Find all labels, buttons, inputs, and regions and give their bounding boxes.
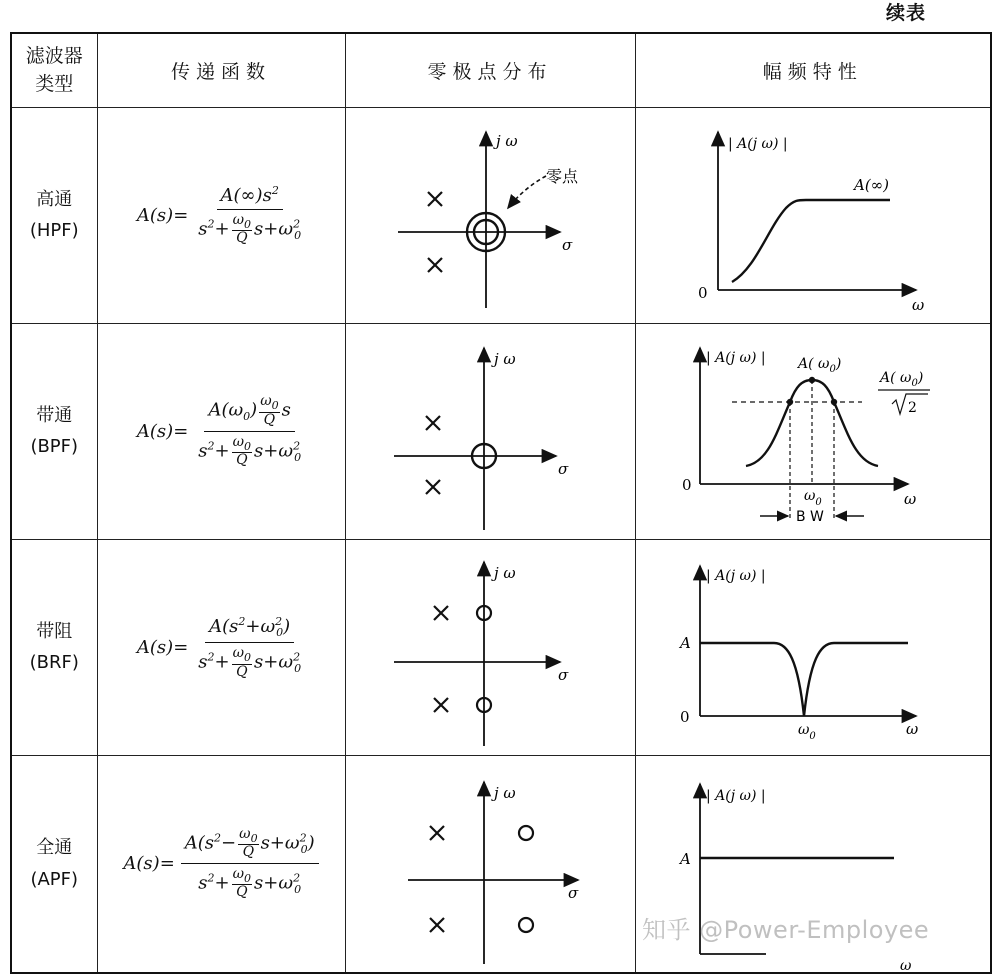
amp-label: | A(j ω) | bbox=[705, 349, 766, 366]
fraction bbox=[194, 394, 305, 467]
filter-abbr: (BPF) bbox=[30, 436, 79, 457]
center-label: $\omega_0$ bbox=[803, 487, 822, 508]
filter-abbr: (APF) bbox=[30, 868, 79, 890]
amp-label: | A(j ω) | bbox=[705, 567, 766, 584]
zero-mark-upper bbox=[519, 826, 533, 840]
row-hpf bbox=[11, 107, 991, 323]
amp-label: | A(j ω) | bbox=[727, 135, 788, 152]
filter-name: 高通 bbox=[36, 188, 73, 210]
sigma-label: σ bbox=[561, 235, 572, 254]
formula-lhs: A(s)= bbox=[136, 636, 189, 658]
level-label: A bbox=[679, 633, 691, 652]
amplitude-plot bbox=[636, 324, 992, 539]
watermark: 知乎 @Power-Employee bbox=[642, 916, 930, 944]
header-row bbox=[11, 33, 991, 107]
origin-label: 0 bbox=[679, 707, 690, 726]
pole-zero-cell bbox=[345, 323, 635, 539]
jw-label: j ω bbox=[493, 349, 516, 368]
header-transfer-function: 传递函数 bbox=[97, 33, 345, 107]
filter-table bbox=[10, 32, 992, 974]
numerator: $A(s^2+\omega^2_0)$ bbox=[205, 615, 294, 644]
amplitude-cell bbox=[635, 107, 991, 323]
header-type: 滤波器 类型 bbox=[11, 33, 97, 107]
w-label: ω bbox=[899, 957, 911, 972]
numerator: $A(\infty)s^2$ bbox=[217, 184, 283, 210]
zero-annotation: 零点 bbox=[545, 166, 578, 186]
continued-label: 续表 bbox=[885, 2, 926, 24]
header-amplitude-response: 幅频特性 bbox=[635, 33, 991, 107]
denominator: $s^2+$ $\frac{\omega_0}{Q}$ $s+\omega^2_0$ bbox=[198, 433, 302, 468]
filter-abbr: (BRF) bbox=[29, 652, 79, 673]
w-label: ω bbox=[903, 489, 916, 508]
sigma-label: σ bbox=[557, 665, 568, 684]
numerator: $A(\omega_0)$ $\frac{\omega_0}{Q}$ s bbox=[204, 394, 294, 431]
transfer-function bbox=[97, 107, 345, 323]
header-pole-zero: 零极点分布 bbox=[345, 33, 635, 107]
fraction bbox=[181, 827, 319, 900]
sigma-label: σ bbox=[567, 883, 578, 902]
row-brf bbox=[11, 539, 991, 755]
filter-name: 带通 bbox=[36, 404, 73, 426]
ratio-num: A( $\omega_0$) bbox=[879, 369, 923, 389]
filter-name: 全通 bbox=[36, 837, 73, 858]
filter-abbr: (HPF) bbox=[29, 220, 79, 241]
pole-zero-cell bbox=[345, 107, 635, 323]
pole-zero-plot bbox=[346, 540, 636, 755]
transfer-function bbox=[97, 539, 345, 755]
transfer-function bbox=[97, 323, 345, 539]
denominator: $s^2+$ $\frac{\omega_0}{Q}$ $s+\omega^2_0$ bbox=[198, 866, 302, 901]
formula-lhs: A(s)= bbox=[136, 204, 189, 226]
w-label: ω bbox=[911, 295, 924, 314]
pole-zero-plot bbox=[346, 108, 636, 323]
filter-name: 带阻 bbox=[36, 620, 73, 642]
zero-mark-lower bbox=[519, 918, 533, 932]
amp-label: | A(j ω) | bbox=[705, 787, 766, 804]
sigma-label: σ bbox=[557, 459, 568, 478]
notch-label: $\omega_0$ bbox=[797, 721, 816, 742]
amplitude-plot bbox=[636, 540, 992, 755]
jw-label: j ω bbox=[495, 131, 518, 150]
fraction bbox=[194, 615, 305, 680]
annotation-arrow bbox=[508, 176, 546, 208]
type-cell bbox=[11, 107, 97, 323]
row-bpf bbox=[11, 323, 991, 539]
pole-zero-plot bbox=[346, 756, 636, 972]
jw-label: j ω bbox=[493, 563, 516, 582]
transfer-function bbox=[97, 755, 345, 973]
fraction bbox=[194, 184, 305, 246]
amplitude-cell bbox=[635, 539, 991, 755]
pole-marks bbox=[434, 606, 448, 712]
pole-marks bbox=[430, 826, 444, 932]
w-label: ω bbox=[905, 719, 918, 738]
numerator: $A(s^2-$ $\frac{\omega_0}{Q}$ $s+\omega^2_0$) bbox=[181, 827, 319, 864]
origin-label: 0 bbox=[697, 283, 708, 302]
origin-label: 0 bbox=[681, 475, 692, 494]
peak-label: A( $\omega_0$) bbox=[797, 355, 841, 375]
brf-curve bbox=[700, 643, 908, 716]
amplitude-cell bbox=[635, 323, 991, 539]
amplitude-plot bbox=[636, 108, 992, 323]
jw-label: j ω bbox=[493, 783, 516, 802]
curve-label: A(∞) bbox=[853, 175, 889, 194]
type-cell bbox=[11, 323, 97, 539]
pole-zero-cell bbox=[345, 539, 635, 755]
type-cell bbox=[11, 539, 97, 755]
ratio-den: 2 bbox=[907, 399, 917, 416]
hpf-curve bbox=[732, 200, 890, 282]
formula-lhs: A(s)= bbox=[123, 853, 175, 874]
pole-zero-plot bbox=[346, 324, 636, 539]
denominator: $s^2+$ $\frac{\omega_0}{Q}$ $s+\omega^2_0$ bbox=[198, 645, 302, 680]
formula-lhs: A(s)= bbox=[136, 420, 189, 442]
type-cell bbox=[11, 755, 97, 973]
level-label: A bbox=[679, 849, 691, 868]
pole-marks bbox=[426, 416, 440, 494]
pole-zero-cell bbox=[345, 755, 635, 973]
bw-label: B W bbox=[795, 508, 824, 525]
denominator: $s^2+$ $\frac{\omega_0}{Q}$ $s+\omega^2_0$ bbox=[198, 211, 302, 247]
